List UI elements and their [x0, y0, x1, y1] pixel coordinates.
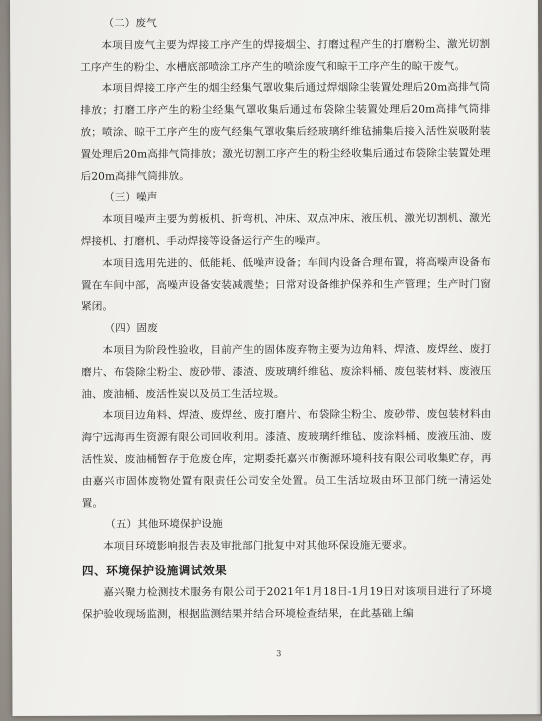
section-solid-waste — [81, 317, 492, 515]
section-heading: （二）废气 — [103, 17, 157, 30]
paragraph: 本项目噪声主要为剪板机、折弯机、冲床、双点冲床、液压机、激光切割机、激光焊接机、打磨机、手动焊接等设备运行产生的噪声。 — [80, 212, 491, 248]
page-number: 3 — [276, 649, 282, 659]
section-waste-gas — [80, 12, 491, 188]
section-noise — [81, 187, 491, 319]
section-other-facilities — [82, 514, 492, 559]
paragraph: 本项目废气主要为焊接工序产生的焊接烟尘、打磨过程产生的打磨粉尘、激光切割工序产生的粉尘、水槽底部喷涂工序产生的喷涂废气和晾干工序产生的晾干废气。 — [80, 38, 491, 74]
page-edge-shadow — [536, 0, 542, 716]
chapter-title: 四、环境保护设施调试效果 — [81, 563, 228, 578]
paragraph: 本项目边角料、焊渣、废焊丝、废打磨片、布袋除尘粉尘、废砂带、废包装材料由海宁远海再生资源有限公司回收利用。漆渣、废玻璃纤维毡、废涂料桶、废液压油、废活性炭、废油桶暂存于危废仓库，定期委托嘉兴市衡源环境科技有限公司收集贮存，再由嘉兴市固体废物处置有限责任公司安全处置。员工生活垃圾由环卫部门统一清运处置。 — [81, 408, 492, 510]
paragraph: 本项目环境影响报告表及审批部门批复中对其他环保设施无要求。 — [103, 539, 414, 553]
paragraph: 本项目焊接工序产生的烟尘经集气罩收集后通过焊烟除尘装置处理后20m高排气筒排放；打磨工序产生的粉尘经集气罩收集后通过布袋除尘装置处理后20m高排气筒排放；喷涂、晾干工序产生的废气经集气罩收集后经玻璃纤维毡捕集后接入活性炭吸附装置处理后20m高排气筒排放；激光切割工序产生的粉尘经收集后通过布袋除尘装置处理后20m高排气筒排放。 — [80, 81, 491, 183]
document-page — [10, 0, 540, 716]
paragraph: 本项目选用先进的、低能耗、低噪声设备；车间内设备合理布置，将高噪声设备布置在车间中部，高噪声设备安装减震垫；日常对设备维护保养和生产管理；生产时门窗紧闭。 — [80, 256, 492, 314]
section-heading: （五）其他环境保护设施 — [105, 518, 223, 531]
document-body — [80, 12, 492, 626]
section-heading: （四）固废 — [104, 322, 158, 335]
paragraph: 嘉兴聚力检测技术服务有限公司于2021年1月18日-1月19日对该项目进行了环境保护验收现场监测，根据监测结果并结合环境检查结果，在此基础上编 — [82, 585, 493, 621]
section-heading: （三）噪声 — [103, 191, 158, 205]
paragraph: 本项目为阶段性验收，目前产生的固体废弃物主要为边角料、焊渣、废焊丝、废打磨片、布袋除尘粉尘、废砂带、漆渣、废玻璃纤维毡、废涂料桶、废包装材料、废液压油、废油桶、废活性炭以及员工生活垃圾。 — [81, 343, 492, 401]
